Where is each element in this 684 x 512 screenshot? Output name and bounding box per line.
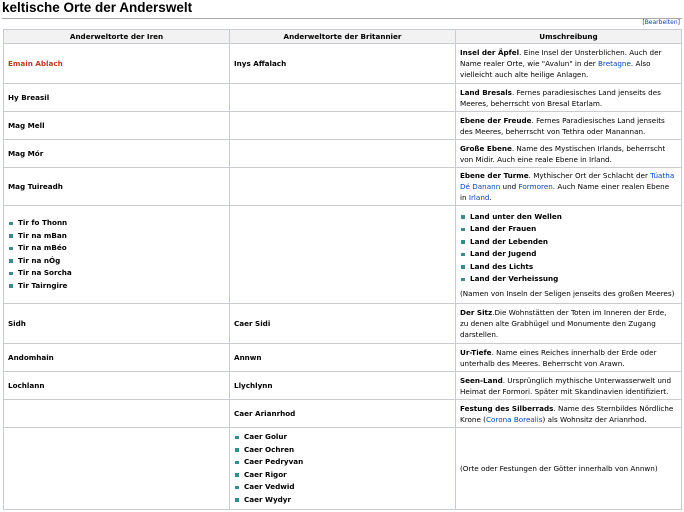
irish-place-cell: Mag Mór bbox=[4, 140, 230, 168]
list-item: Tir na mBéo bbox=[18, 242, 225, 255]
col-header-irish: Anderweltorte der Iren bbox=[4, 30, 230, 44]
brit-place-list-cell bbox=[230, 428, 456, 510]
description-term: Ebene der Freude bbox=[460, 115, 532, 125]
description-cell: Ebene der Turme. Mythischer Ort der Schlacht der Túatha Dé Danann und Formoren. Auch Name einer realen Ebene in Irland. bbox=[456, 168, 682, 206]
description-list bbox=[460, 211, 677, 286]
description-cell: Ebene der Freude. Fernes Paradiesisches Land jenseits des Meeres, beherrscht von Tethra oder Manannan. bbox=[456, 112, 682, 140]
brit-place-cell bbox=[230, 168, 456, 206]
table-row bbox=[4, 84, 682, 112]
list-item: Caer Golur bbox=[244, 431, 451, 444]
description-cell: Ur-Tiefe. Name eines Reiches innerhalb der Erde oder unterhalb des Meeres. Beherrscht von Arawn. bbox=[456, 344, 682, 372]
list-item: Caer Ochren bbox=[244, 444, 451, 457]
anderswelt-table bbox=[3, 29, 682, 510]
edit-section: [Bearbeiten] bbox=[642, 19, 680, 26]
description-term: Ur-Tiefe bbox=[460, 347, 492, 357]
table-row bbox=[4, 304, 682, 344]
list-item: Caer Rigor bbox=[244, 469, 451, 482]
brit-place-cell bbox=[230, 206, 456, 304]
description-list-cell bbox=[456, 206, 682, 304]
table-row bbox=[4, 112, 682, 140]
brit-place-cell: Caer Arianrhod bbox=[230, 400, 456, 428]
list-item: Tir fo Thonn bbox=[18, 217, 225, 230]
irish-place-list-cell bbox=[4, 206, 230, 304]
link-corona-borealis[interactable]: Corona Borealis bbox=[485, 414, 543, 424]
table-row bbox=[4, 168, 682, 206]
description-term: Seen-Land bbox=[460, 375, 503, 385]
table-row bbox=[4, 44, 682, 84]
list-item: Land der Lebenden bbox=[470, 236, 677, 249]
irish-place-cell: Lochlann bbox=[4, 372, 230, 400]
col-header-description: Umschreibung bbox=[456, 30, 682, 44]
list-item: Land der Jugend bbox=[470, 248, 677, 261]
list-item: Land des Lichts bbox=[470, 261, 677, 274]
list-item: Tir na Sorcha bbox=[18, 267, 225, 280]
redlink-emain-ablach[interactable]: Emain Ablach bbox=[8, 59, 63, 68]
table-row bbox=[4, 428, 682, 510]
irish-place-cell bbox=[4, 428, 230, 510]
description-term: Ebene der Turme bbox=[460, 171, 529, 180]
brit-place-cell bbox=[230, 140, 456, 168]
list-item: Caer Wydyr bbox=[244, 494, 451, 507]
brit-place-cell bbox=[230, 84, 456, 112]
table-row bbox=[4, 206, 682, 304]
description-term: Große Ebene bbox=[460, 143, 512, 153]
table-row bbox=[4, 400, 682, 428]
irish-place-cell bbox=[4, 44, 230, 84]
table-row bbox=[4, 372, 682, 400]
islands-note: (Namen von Inseln der Seligen jenseits des großen Meeres) bbox=[460, 288, 675, 298]
link-tuatha-de-danann[interactable]: Túatha Dé Danann bbox=[460, 171, 675, 191]
irish-place-cell: Hy Breasil bbox=[4, 84, 230, 112]
list-item: Caer Vedwid bbox=[244, 481, 451, 494]
description-cell: Der Sitz.Die Wohnstätten der Toten im Inneren der Erde, zu denen alte Grabhügel und Monumente den Zugang darstellen. bbox=[456, 304, 682, 344]
description-cell: (Orte oder Festungen der Götter innerhalb von Annwn) bbox=[456, 428, 682, 510]
description-cell: Land Bresals. Fernes paradiesisches Land jenseits des Meeres, beherrscht von Bresal Etarlam. bbox=[456, 84, 682, 112]
list-item: Land der Frauen bbox=[470, 223, 677, 236]
section-heading: keltische Orte der Anderswelt bbox=[2, 0, 682, 19]
list-item: Caer Pedryvan bbox=[244, 456, 451, 469]
description-cell: Große Ebene. Name des Mystischen Irlands, beherrscht von Midir. Auch eine reale Ebene in Irland. bbox=[456, 140, 682, 168]
list-item: Tir na nÓg bbox=[18, 255, 225, 268]
list-item: Land unter den Wellen bbox=[470, 211, 677, 224]
description-term: Der Sitz bbox=[460, 308, 493, 317]
list-item: Tir na mBan bbox=[18, 230, 225, 243]
list-item: Land der Verheissung bbox=[470, 273, 677, 286]
description-term: Festung des Silberrads bbox=[460, 403, 554, 413]
link-formoren[interactable]: Formoren bbox=[518, 182, 553, 191]
link-irland[interactable]: Irland bbox=[468, 193, 490, 202]
brit-place-cell: Llychlynn bbox=[230, 372, 456, 400]
brit-place-cell: Annwn bbox=[230, 344, 456, 372]
table-header-row bbox=[4, 30, 682, 44]
brit-place-cell: Caer Sidi bbox=[230, 304, 456, 344]
col-header-brit: Anderweltorte der Britannier bbox=[230, 30, 456, 44]
description-cell: Festung des Silberrads. Name des Sternbildes Nördliche Krone (Corona Borealis) als Wohnsitz der Arianrhod. bbox=[456, 400, 682, 428]
description-cell: Insel der Äpfel. Eine Insel der Unsterblichen. Auch der Name realer Orte, wie "Avalun" in der Bretagne. Also vielleicht auch alte heilige Anlagen. bbox=[456, 44, 682, 84]
irish-place-cell: Andomhain bbox=[4, 344, 230, 372]
irish-place-cell bbox=[4, 400, 230, 428]
irish-place-cell: Mag Mell bbox=[4, 112, 230, 140]
edit-link[interactable]: Bearbeiten bbox=[644, 19, 678, 26]
brit-place-list bbox=[234, 431, 451, 506]
description-cell: Seen-Land. Ursprünglich mythische Unterwasserwelt und Heimat der Formori. Später mit Skandinavien identifiziert. bbox=[456, 372, 682, 400]
description-term: Insel der Äpfel bbox=[460, 48, 520, 57]
irish-place-cell: Mag Tuireadh bbox=[4, 168, 230, 206]
brit-place-cell bbox=[230, 112, 456, 140]
brit-place-cell: Inys Affalach bbox=[230, 44, 456, 84]
list-item: Tir Tairngire bbox=[18, 280, 225, 293]
irish-place-cell: Sidh bbox=[4, 304, 230, 344]
description-term: Land Bresals bbox=[460, 87, 512, 97]
table-row bbox=[4, 344, 682, 372]
irish-place-list bbox=[8, 217, 225, 292]
link-bretagne[interactable]: Bretagne bbox=[598, 59, 631, 68]
table-row bbox=[4, 140, 682, 168]
